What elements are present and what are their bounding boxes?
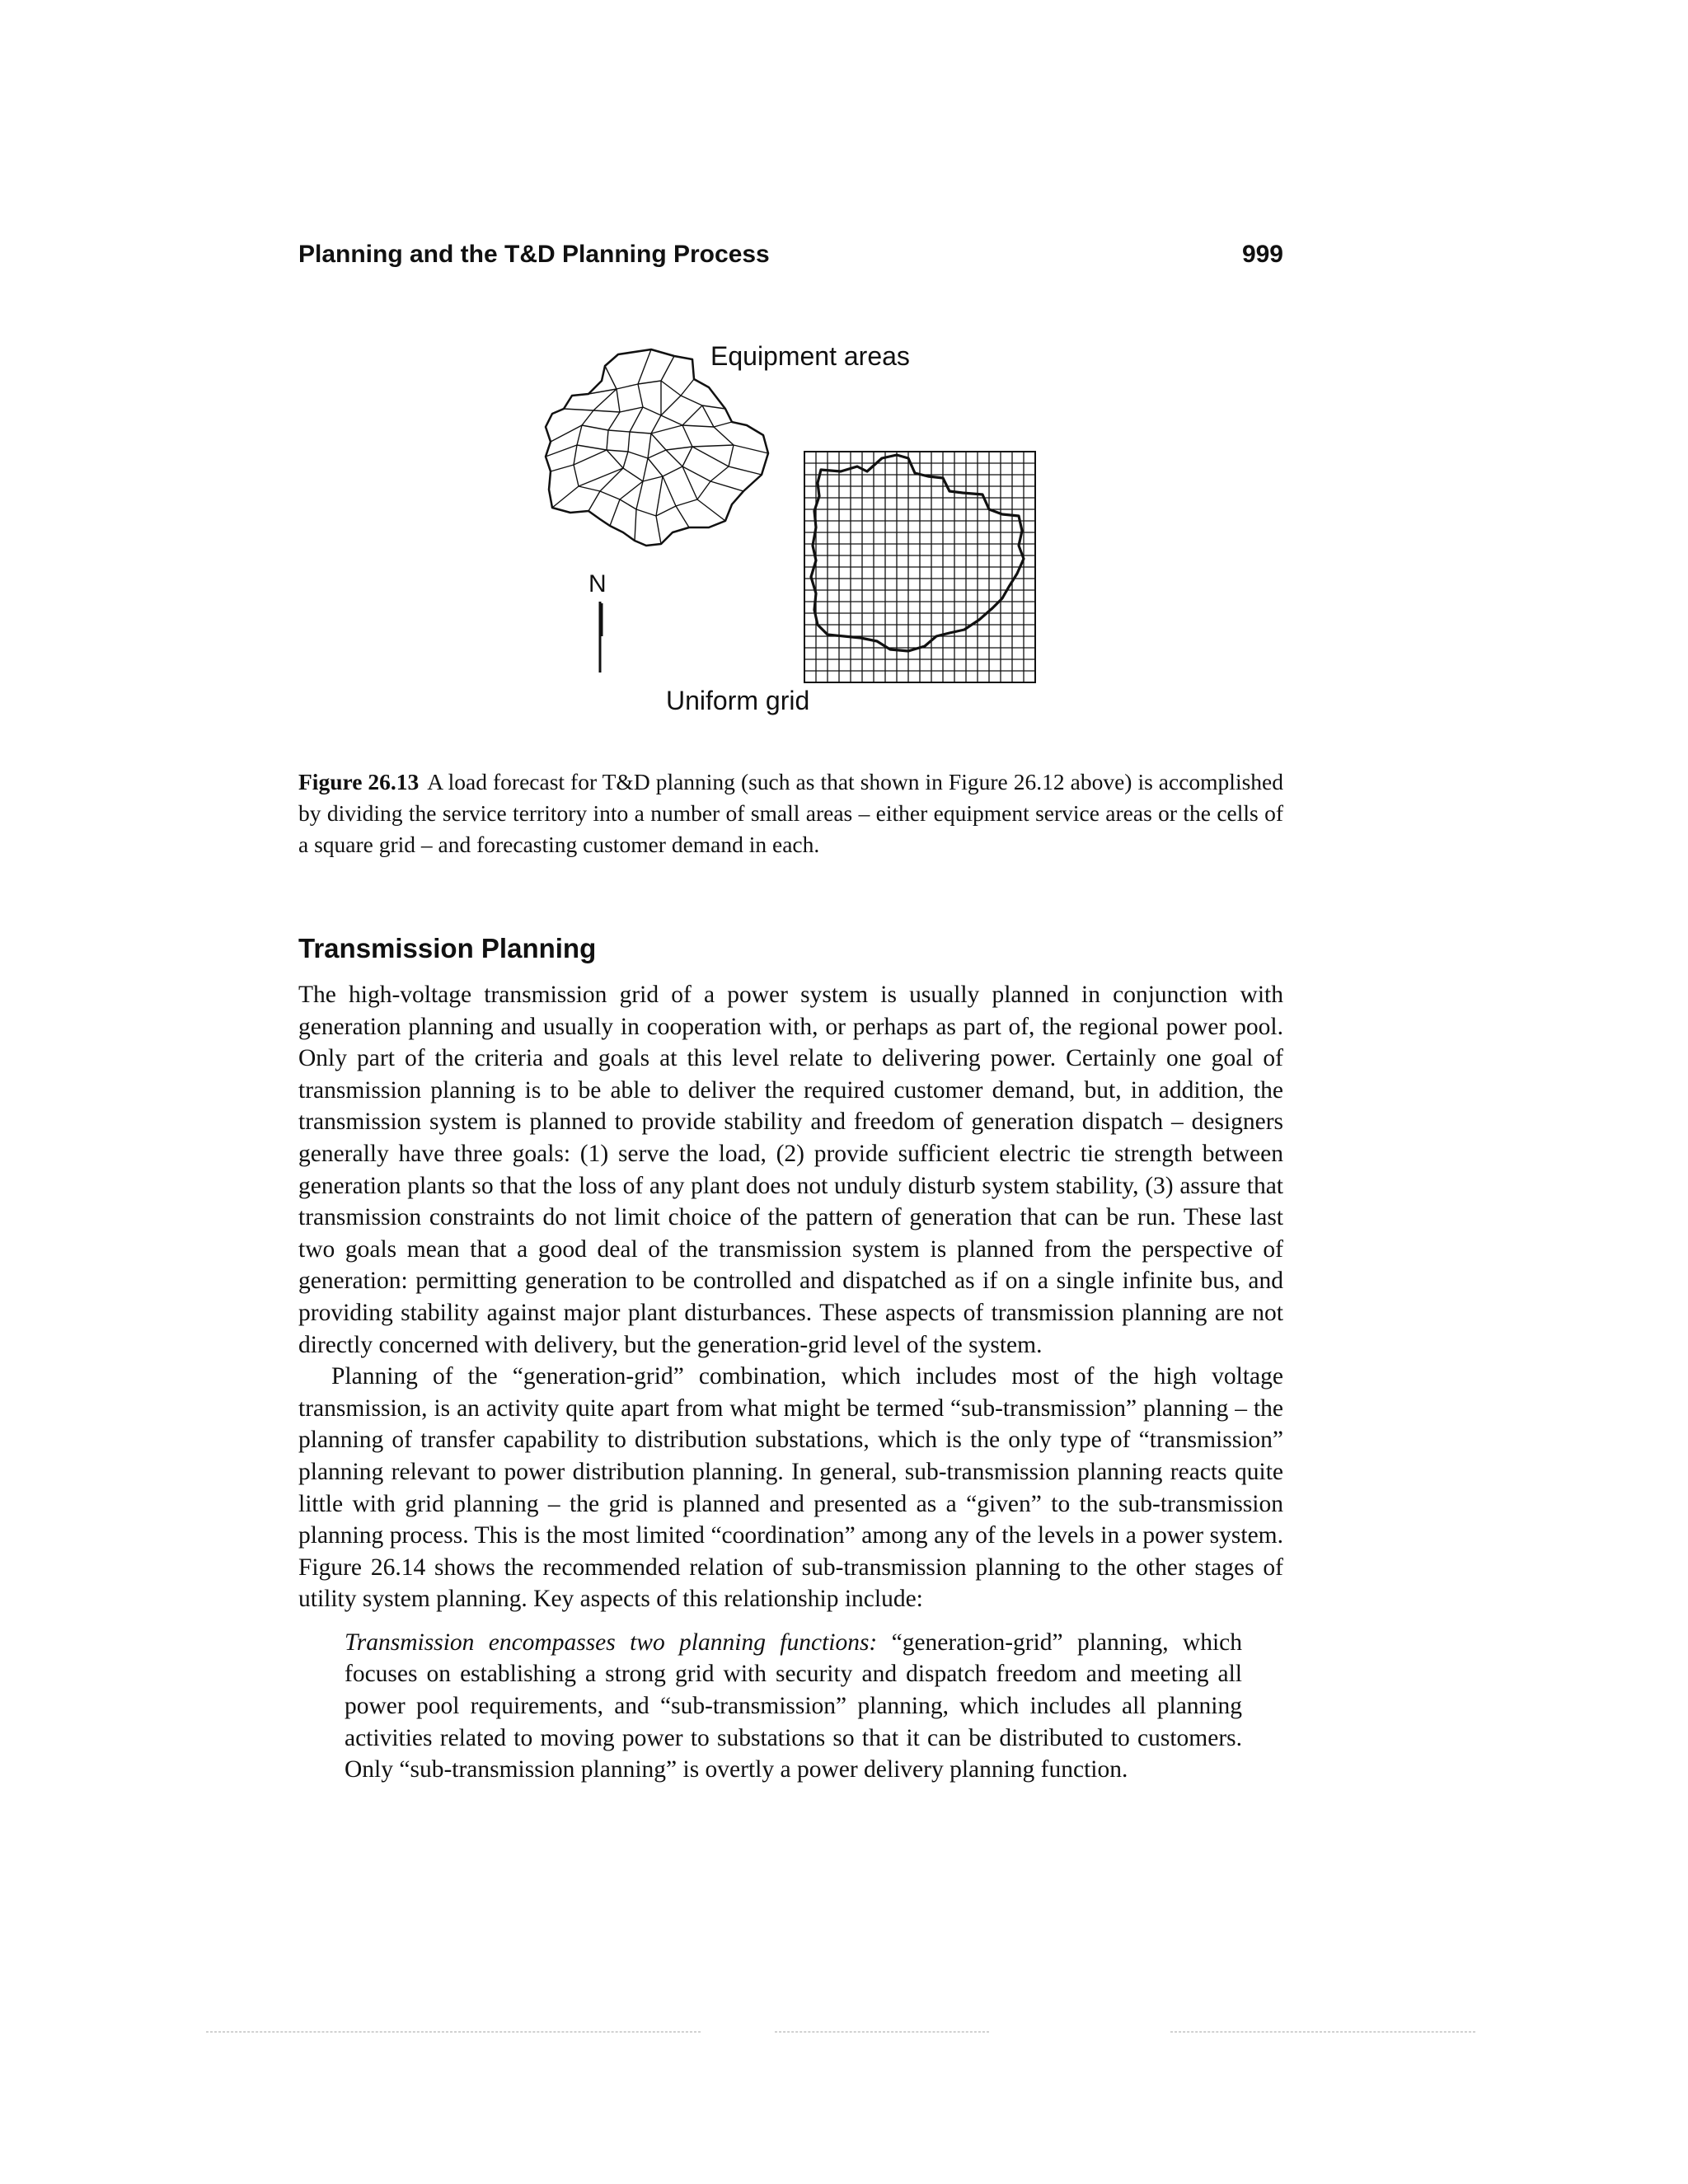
figure-caption (298, 766, 1283, 860)
caption-text: A load forecast for T&D planning (such as that shown in Figure 26.12 above) is accomplished by dividing the service territory into a number of small areas – either equipment service areas or the cells of a square grid – and forecasting customer demand in each. (298, 769, 1283, 857)
uniform-grid-map (804, 452, 1035, 682)
section-heading: Transmission Planning (298, 933, 597, 963)
block-italic-lead: Transmission encompasses two planning functions: (345, 1629, 878, 1656)
equipment-areas-label: Equipment areas (710, 341, 910, 371)
body-text (298, 979, 1283, 1786)
block-text: “generation-grid” planning, which focuses on establishing a strong grid with security and dispatch freedom and meeting all power pool requirements, and “sub-transmission” planning, which includes all planning activities related to moving power to substations so that it can be distributed to customers. Only “sub-transmission planning” is overtly a power delivery planning function. (345, 1629, 1243, 1783)
running-head-title: Planning and the T&D Planning Process (298, 241, 770, 268)
uniform-grid-label: Uniform grid (666, 686, 810, 715)
indented-block (345, 1627, 1242, 1786)
figure-26-13 (528, 330, 1088, 758)
north-label: N (588, 570, 607, 598)
figure-number: Figure 26.13 (298, 769, 420, 794)
page-number: 999 (1241, 241, 1283, 268)
north-arrow-icon (600, 602, 602, 673)
paragraph-2: Planning of the “generation-grid” combination, which includes most of the high voltage transmission, is an activity quite apart from what might be termed “sub-transmission” planning – the planning of transfer capability to distribution substations, which is the only type of “transmission” planning relevant to power distribution planning. In general, sub-transmission planning reacts quite little with grid planning – the grid is planned and presented as a “given” to the sub-transmission planning process. This is the most limited “coordination” among any of the levels in a power system. Figure 26.14 shows the recommended relation of sub-transmission planning to the other stages of utility system planning. Key aspects of this relationship include: (298, 1363, 1283, 1613)
equipment-areas-map (546, 349, 768, 546)
paragraph-1: The high-voltage transmission grid of a power system is usually planned in conjunction with generation planning and usually in cooperation with, or perhaps as part of, the regional power pool. Only part of the criteria and goals at this level relate to delivering power. Certainly one goal of transmission planning is to be able to deliver the required customer demand, but, in addition, the transmission system is planned to provide stability and freedom of generation dispatch – designers generally have three goals: (1) serve the load, (2) provide sufficient electric tie strength between generation plants so that the loss of any plant does not unduly disturb system stability, (3) assure that transmission constraints do not limit choice of the pattern of generation that can be run. These last two goals mean that a good deal of the transmission system is planned from the perspective of generation: permitting generation to be controlled and dispatched as if on a single infinite bus, and providing stability against major plant disturbances. These aspects of transmission planning are not directly concerned with delivery, but the generation-grid level of the system. (298, 982, 1283, 1358)
